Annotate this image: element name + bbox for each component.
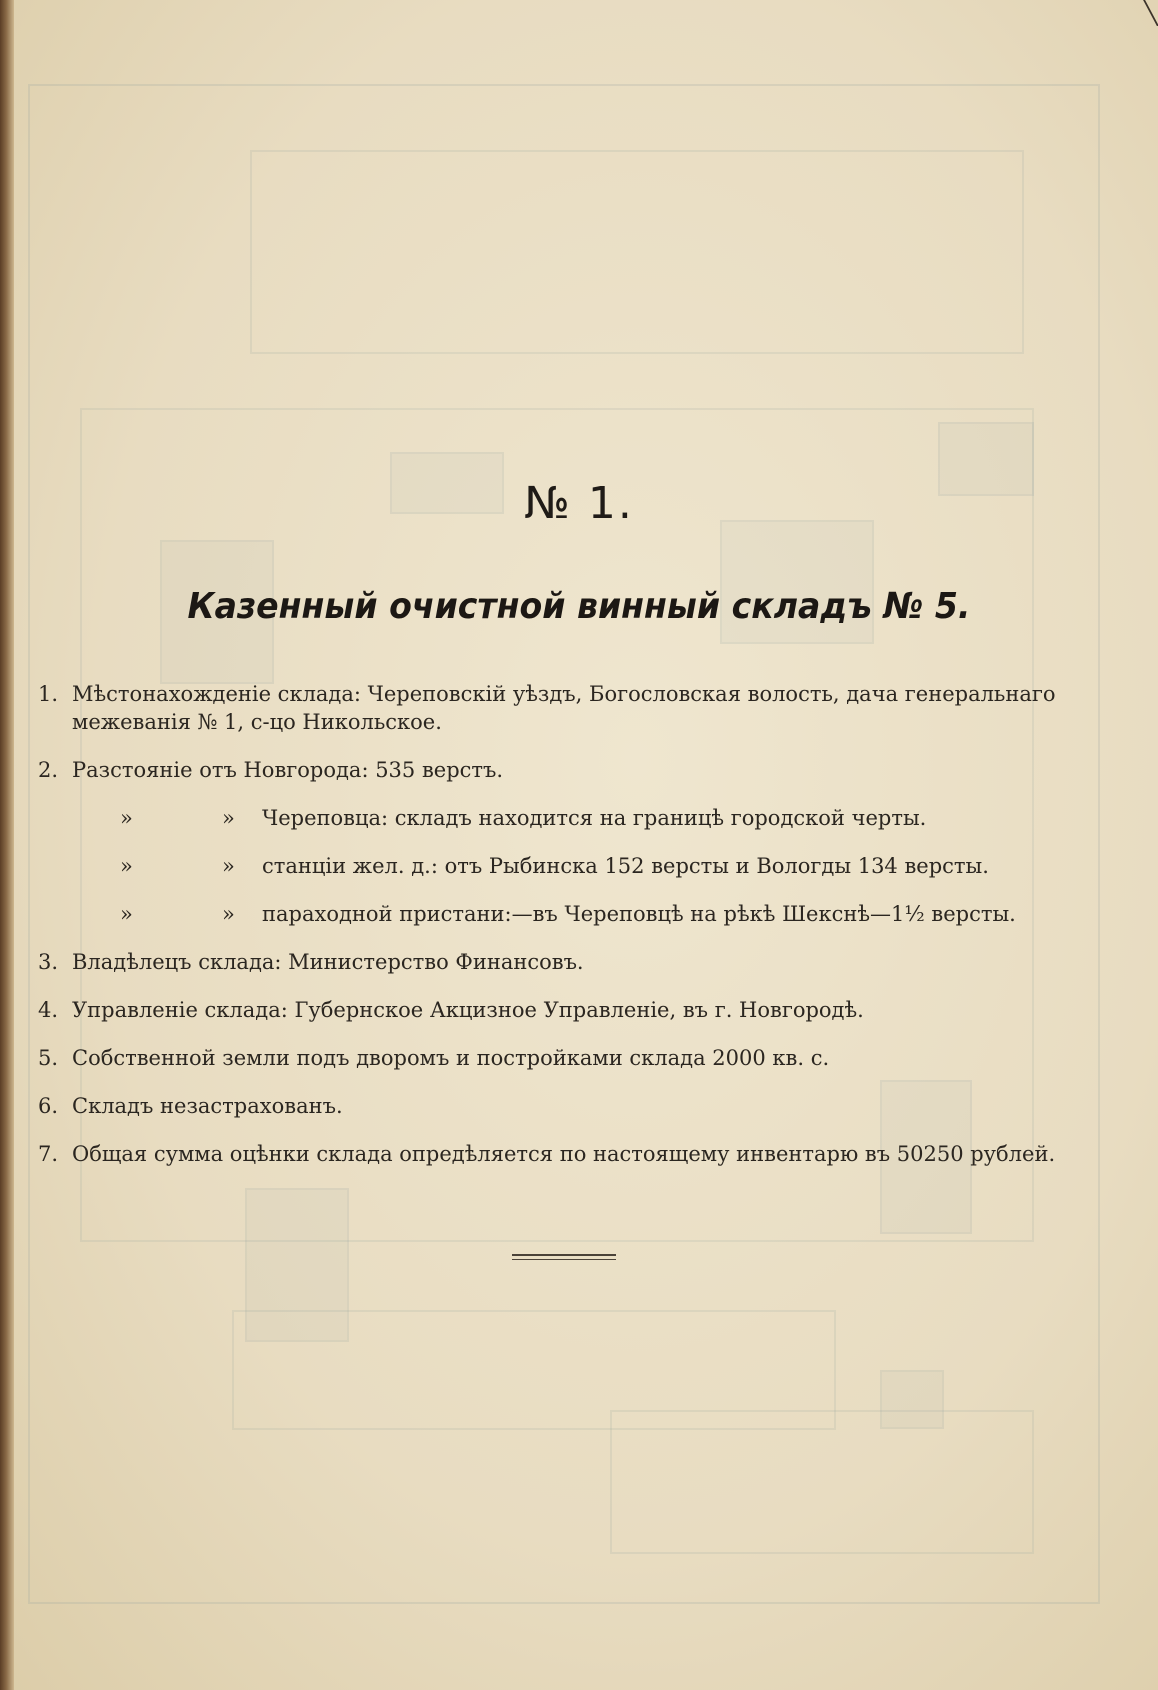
bleed-through-block bbox=[250, 150, 1024, 354]
item-number: 4. bbox=[38, 998, 59, 1022]
item-number: 2. bbox=[38, 758, 59, 782]
item-text: Собственной земли подъ дворомъ и постройками склада 2000 кв. с. bbox=[72, 1046, 830, 1070]
list-item bbox=[38, 680, 1098, 736]
item-text: Складъ незастрахованъ. bbox=[72, 1094, 343, 1118]
list-item bbox=[38, 756, 1098, 784]
item-text: Владѣлецъ склада: Министерство Финансовъ. bbox=[72, 950, 584, 974]
distance-sub-item bbox=[38, 852, 1098, 880]
list-item bbox=[38, 1092, 1098, 1120]
book-spine-edge bbox=[0, 0, 14, 1690]
item-text: Мѣстонахожденіе склада: Череповскій уѣздъ, Богословская волость, дача генеральнаго межеванія № 1, с-цо Никольское. bbox=[72, 682, 1056, 734]
document-title: Казенный очистной винный складъ № 5. bbox=[187, 586, 971, 627]
item-number: 7. bbox=[38, 1142, 59, 1166]
item-number: 6. bbox=[38, 1094, 59, 1118]
list-item bbox=[38, 948, 1098, 976]
item-number: 5. bbox=[38, 1046, 59, 1070]
ditto-mark: » bbox=[120, 854, 133, 878]
ditto-mark: » bbox=[222, 902, 235, 926]
item-number: 3. bbox=[38, 950, 59, 974]
distance-text: параходной пристани:—въ Череповцѣ на рѣкѣ Шекснѣ—1½ версты. bbox=[262, 902, 1016, 926]
ditto-mark: » bbox=[120, 902, 133, 926]
page-corner-mark bbox=[1123, 0, 1158, 26]
list-item bbox=[38, 1140, 1098, 1168]
distance-text: Череповца: складъ находится на границѣ городской черты. bbox=[262, 806, 927, 830]
item-list bbox=[38, 680, 1098, 1188]
ditto-mark: » bbox=[222, 854, 235, 878]
ditto-mark: » bbox=[222, 806, 235, 830]
item-number: 1. bbox=[38, 682, 59, 706]
closing-double-rule bbox=[512, 1254, 616, 1260]
ditto-mark: » bbox=[120, 806, 133, 830]
list-item bbox=[38, 1044, 1098, 1072]
list-item bbox=[38, 996, 1098, 1024]
distance-sub-item bbox=[38, 804, 1098, 832]
bleed-through-block bbox=[880, 1370, 944, 1429]
item-text: Управленіе склада: Губернское Акцизное Управленіе, въ г. Новгородѣ. bbox=[72, 998, 864, 1022]
item-text: Общая сумма оцѣнки склада опредѣляется по настоящему инвентарю въ 50250 рублей. bbox=[72, 1142, 1056, 1166]
distance-sub-item bbox=[38, 900, 1098, 928]
item-text: Разстояніе отъ Новгорода: 535 верстъ. bbox=[72, 758, 504, 782]
document-number: № 1. bbox=[524, 478, 634, 529]
distance-text: станціи жел. д.: отъ Рыбинска 152 версты и Вологды 134 версты. bbox=[262, 854, 989, 878]
bleed-through-block bbox=[610, 1410, 1034, 1554]
